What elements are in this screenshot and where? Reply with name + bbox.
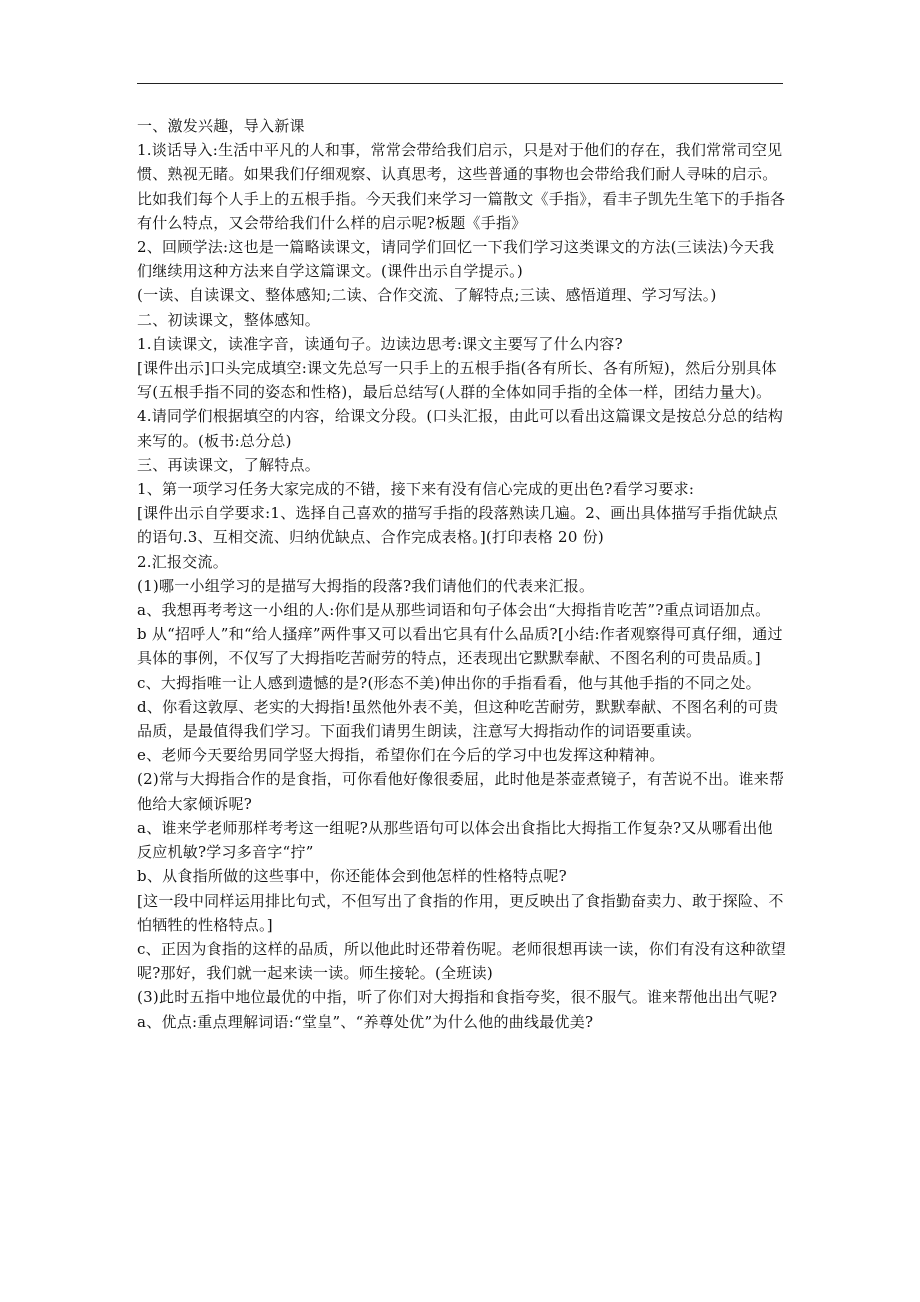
paragraph: d、你看这敦厚、老实的大拇指!虽然他外表不美，但这种吃苦耐劳，默默奉献、不图名利的可贵品质，是最值得我们学习。下面我们请男生朗读，注意写大拇指动作的词语要重读。: [137, 697, 779, 741]
document-body: [137, 114, 787, 1034]
paragraph: a、谁来学老师那样考考这一组呢?从那些语句可以体会出食指比大拇指工作复杂?又从哪看出他反应机敏?学习多音字“拧”: [137, 818, 773, 862]
paragraph: (2)常与大拇指合作的是食指，可你看他好像很委屈，此时他是茶壶煮镜子，有苦说不出。谁来帮他给大家倾诉呢?: [137, 770, 785, 813]
paragraph: 2.汇报交流。: [137, 552, 229, 571]
paragraph: (1)哪一小组学习的是描写大拇指的段落?我们请他们的代表来汇报。: [137, 576, 595, 595]
paragraph: a、优点:重点理解词语:“堂皇”、“养尊处优”为什么他的曲线最优美?: [137, 1012, 594, 1031]
paragraph: e、老师今天要给男同学竖大拇指，希望你们在今后的学习中也发挥这种精神。: [137, 746, 665, 765]
paragraph: (一读、自读课文、整体感知;二读、合作交流、了解特点;三读、感悟道理、学习写法。): [137, 286, 717, 305]
paragraph: c、大拇指唯一让人感到遗憾的是?(形态不美)伸出你的手指看看，他与其他手指的不同之处。: [137, 673, 761, 692]
paragraph: a、我想再考考这一小组的人:你们是从那些词语和句子体会出“大拇指肯吃苦”?重点词语加点。: [137, 601, 771, 620]
paragraph: 1、第一项学习任务大家完成的不错，接下来有没有信心完成的更出色?看学习要求:: [137, 480, 695, 499]
paragraph: 1.谈话导入:生活中平凡的人和事，常常会带给我们启示，只是对于他们的存在，我们常常司空见惯、熟视无睹。如果我们仔细观察、认真思考，这些普通的事物也会带给我们耐人寻味的启示。比如我们每个人手上的五根手指。今天我们来学习一篇散文《手指》，看丰子凯先生笔下的手指各有什么特点，又会带给我们什么样的启示呢?板题《手指》: [137, 141, 786, 232]
header-rule: [137, 83, 783, 84]
section-heading-1: 一、激发兴趣，导入新课: [137, 117, 305, 135]
section-heading-3: 三、再读课文，了解特点。: [137, 455, 321, 474]
paragraph: 2、回顾学法:这也是一篇略读课文，请同学们回忆一下我们学习这类课文的方法(三读法)今天我们继续用这种方法来自学这篇课文。(课件出示自学提示。): [137, 238, 775, 281]
paragraph: c、正因为食指的这样的品质，所以他此时还带着伤呢。老师很想再读一读，你们有没有这种欲望呢?那好，我们就一起来读一读。师生接轮。(全班读): [137, 939, 787, 983]
paragraph: [这一段中同样运用排比句式，不但写出了食指的作用，更反映出了食指勤奋卖力、敢于探险、不怕牺牲的性格特点。]: [137, 891, 784, 934]
paragraph: [课件出示]口头完成填空:课文先总写一只手上的五根手指(各有所长、各有所短)，然后分别具体写(五根手指不同的姿态和性格)，最后总结写(人群的全体如同手指的全体一样，团结力量大)。: [137, 359, 777, 402]
paragraph: 4.请同学们根据填空的内容，给课文分段。(口头汇报，由此可以看出这篇课文是按总分总的结构来写的。(板书:总分总): [137, 407, 784, 450]
section-heading-2: 二、初读课文，整体感知。: [137, 310, 321, 329]
paragraph: (3)此时五指中地位最优的中指，听了你们对大拇指和食指夸奖，很不服气。谁来帮他出出气呢?: [137, 988, 778, 1007]
paragraph: 1.自读课文，读准字音，读通句子。边读边思考:课文主要写了什么内容?: [137, 334, 623, 353]
paragraph: [课件出示自学要求:1、选择自己喜欢的描写手指的段落熟读几遍。2、画出具体描写手指优缺点的语句.3、互相交流、归纳优缺点、合作完成表格。](打印表格 20 份): [137, 504, 778, 547]
paragraph: b 从“招呼人”和“给人搔痒”两件事又可以看出它具有什么品质?[小结:作者观察得可真仔细，通过具体的事例，不仅写了大拇指吃苦耐劳的特点，还表现出它默默奉献、不图名利的可贵品质。]: [137, 625, 783, 668]
paragraph: b、从食指所做的这些事中，你还能体会到他怎样的性格特点呢?: [137, 867, 567, 886]
